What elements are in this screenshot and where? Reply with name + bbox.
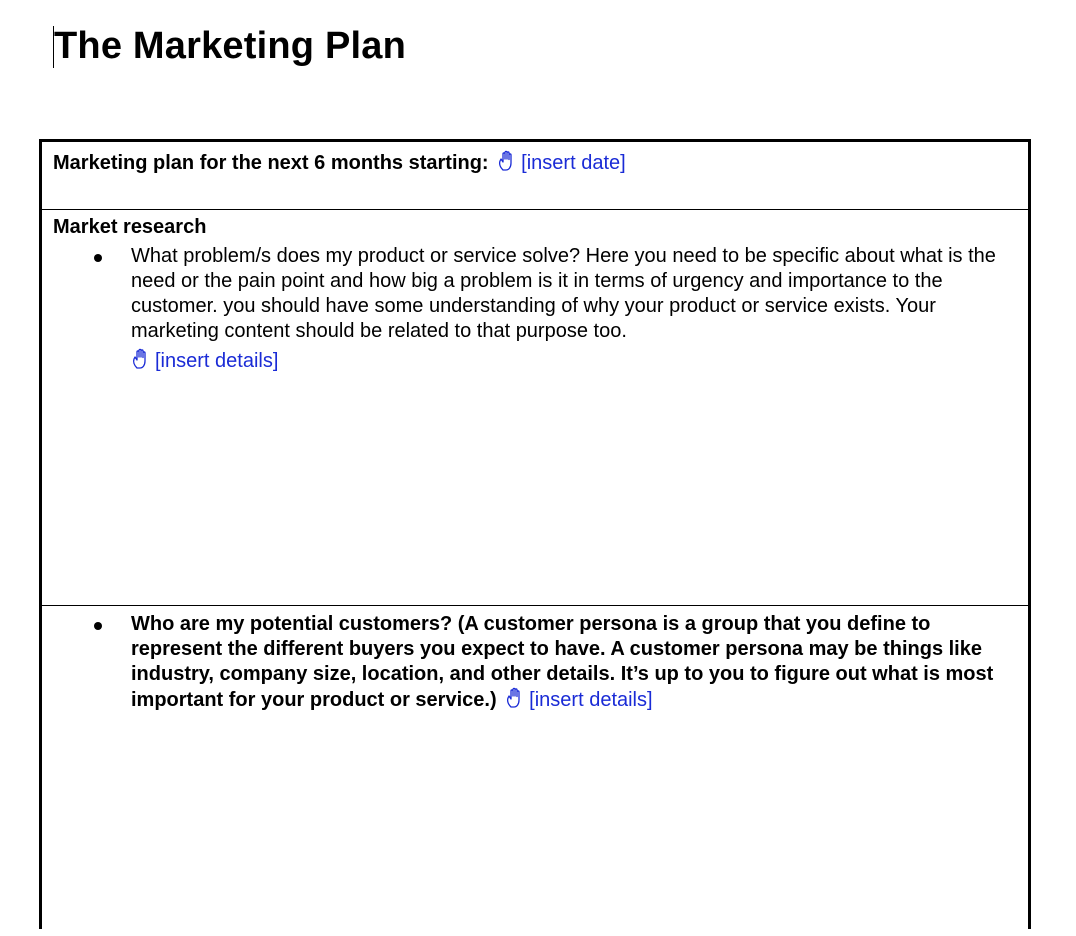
hand-pointer-icon [497, 150, 517, 172]
table-row-date [42, 142, 1028, 210]
potential-customers-text: Who are my potential customers? (A customer persona is a group that you define to represent the different buyers you expect to have. A customer persona may be things like industry, company size, location, and other details. It’s up to you to figure out what is most important for your product or service.) [131, 613, 994, 711]
date-label: Marketing plan for the next 6 months starting: [53, 152, 489, 174]
market-research-bullet [131, 244, 1023, 374]
potential-customers-bullet [131, 612, 1023, 713]
insert-details-placeholder[interactable]: [insert details] [529, 689, 653, 711]
hand-pointer-icon [505, 687, 525, 709]
document-title: The Marketing Plan [54, 25, 407, 67]
insert-date-placeholder[interactable]: [insert date] [521, 152, 626, 174]
market-research-text: What problem/s does my product or service solve? Here you need to be specific about what is the need or the pain point and how big a problem is it in terms of urgency and importance to the customer. you should have some understanding of why your product or service exists. Your marketing content should be related to that purpose too. [131, 245, 996, 342]
hand-pointer-icon [131, 348, 151, 370]
table-row-potential-customers [42, 606, 1028, 936]
market-research-detail-line [131, 348, 1023, 374]
table-row-market-research [42, 210, 1028, 606]
insert-details-placeholder[interactable]: [insert details] [155, 350, 279, 372]
date-line [53, 150, 626, 176]
marketing-plan-table [39, 139, 1031, 929]
market-research-heading: Market research [53, 216, 207, 238]
